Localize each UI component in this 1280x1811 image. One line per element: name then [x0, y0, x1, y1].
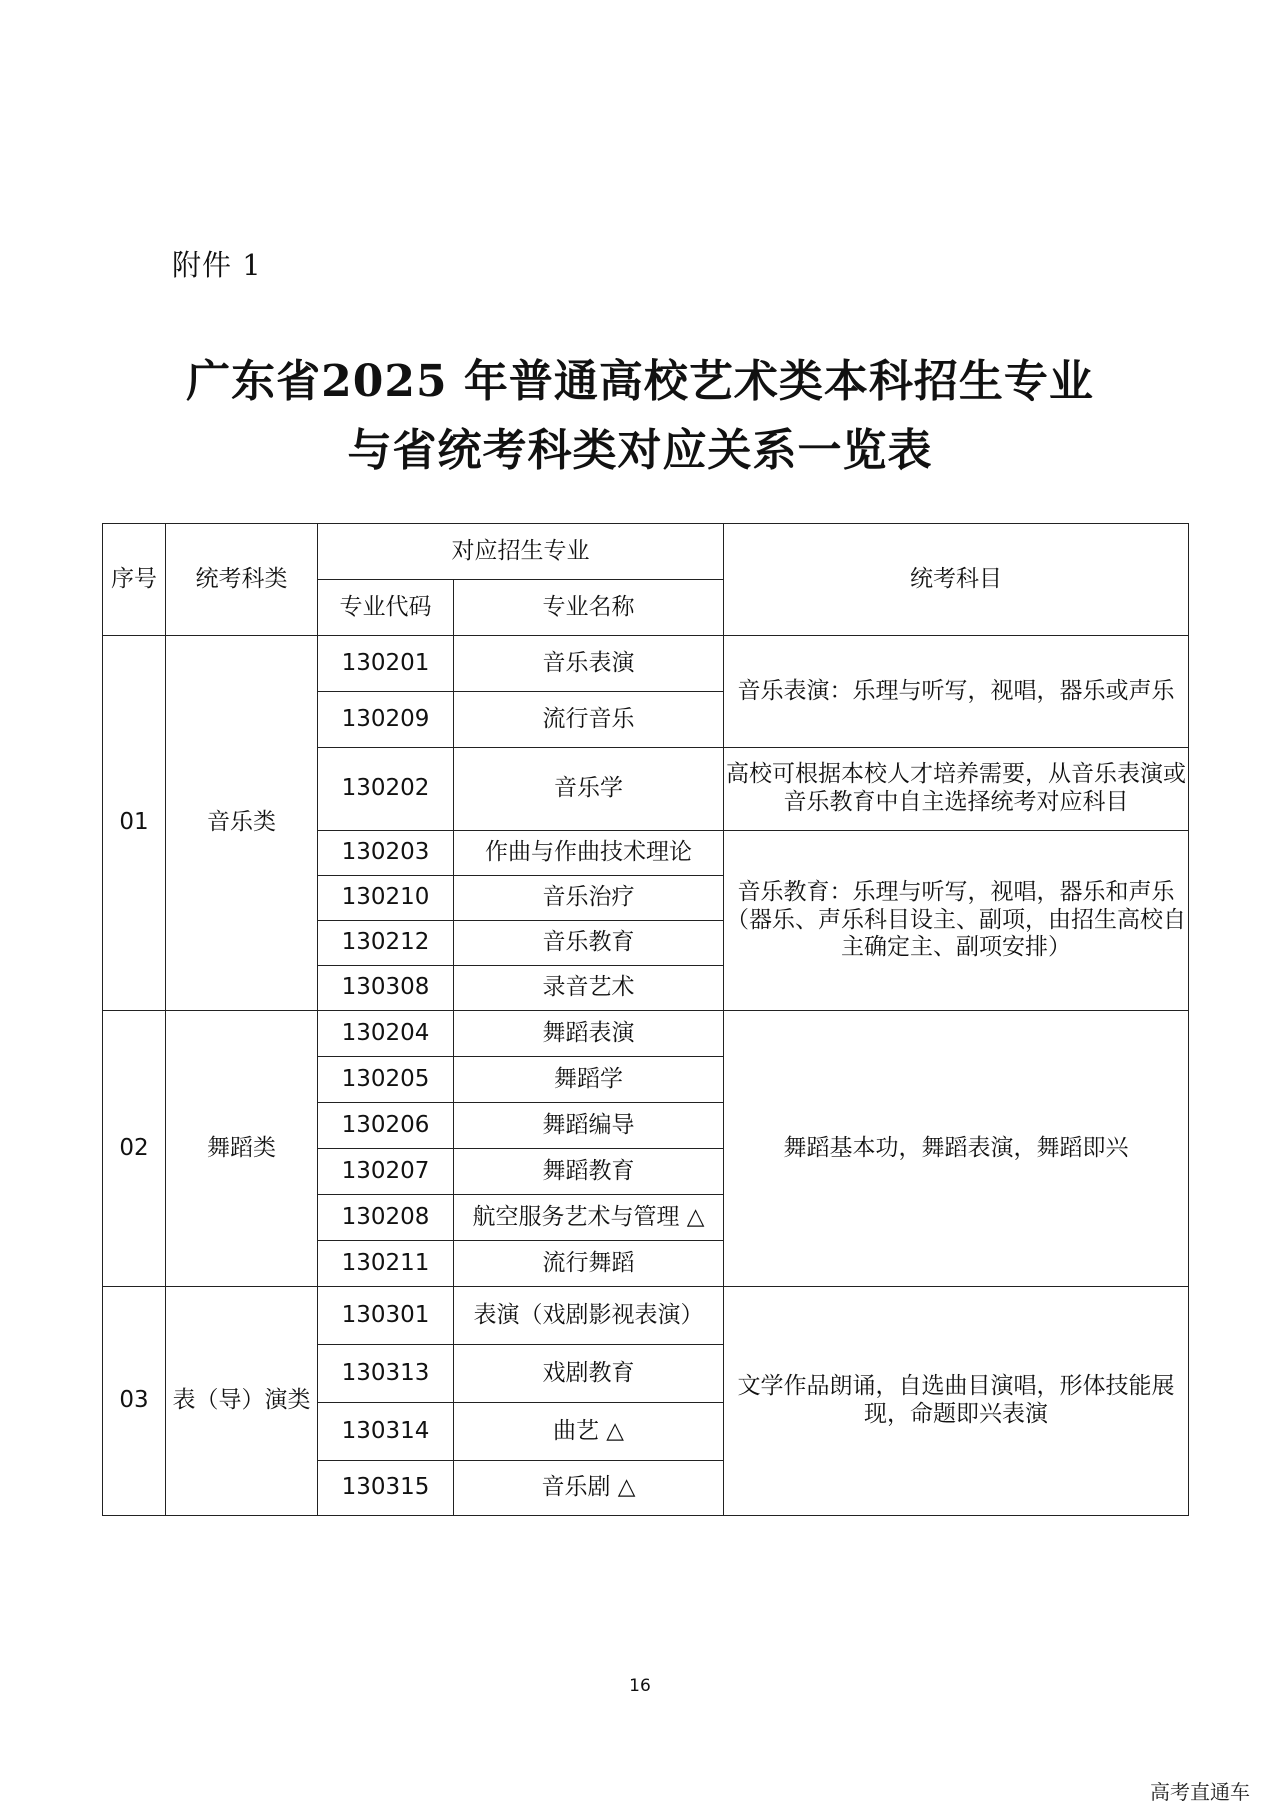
table-row	[103, 1287, 1189, 1345]
major-code: 130208	[318, 1195, 454, 1241]
major-name: 航空服务艺术与管理 △	[454, 1195, 724, 1241]
watermark: 高考直通车	[1150, 1780, 1250, 1804]
major-correspondence-table	[102, 523, 1189, 1516]
header-seq: 序号	[103, 524, 166, 636]
major-name: 舞蹈学	[454, 1057, 724, 1103]
header-row-1	[103, 524, 1189, 580]
major-name: 戏剧教育	[454, 1345, 724, 1403]
major-code: 130212	[318, 921, 454, 966]
group-seq: 01	[103, 636, 166, 1011]
document-title-line-1: 广东省2025 年普通高校艺术类本科招生专业	[186, 356, 1094, 407]
major-code: 130211	[318, 1241, 454, 1287]
major-name: 音乐治疗	[454, 876, 724, 921]
header-category: 统考科类	[166, 524, 318, 636]
major-code: 130207	[318, 1149, 454, 1195]
group-seq: 03	[103, 1287, 166, 1516]
major-name: 流行舞蹈	[454, 1241, 724, 1287]
major-name: 音乐教育	[454, 921, 724, 966]
major-code: 130313	[318, 1345, 454, 1403]
major-name: 舞蹈编导	[454, 1103, 724, 1149]
exam-subjects: 舞蹈基本功，舞蹈表演，舞蹈即兴	[724, 1011, 1189, 1287]
group-seq: 02	[103, 1011, 166, 1287]
major-code: 130209	[318, 692, 454, 748]
exam-subjects: 文学作品朗诵，自选曲目演唱，形体技能展现，命题即兴表演	[724, 1287, 1189, 1516]
major-code: 130206	[318, 1103, 454, 1149]
major-code: 130315	[318, 1461, 454, 1516]
major-name: 音乐剧 △	[454, 1461, 724, 1516]
major-code: 130202	[318, 748, 454, 831]
major-name: 舞蹈教育	[454, 1149, 724, 1195]
exam-subjects: 音乐教育：乐理与听写，视唱，器乐和声乐（器乐、声乐科目设主、副项，由招生高校自主确定主、副项安排）	[724, 831, 1189, 1011]
major-name: 曲艺 △	[454, 1403, 724, 1461]
major-code: 130205	[318, 1057, 454, 1103]
document-title-line-2: 与省统考科类对应关系一览表	[347, 425, 933, 476]
attachment-label: 附件 1	[172, 248, 262, 282]
major-name: 作曲与作曲技术理论	[454, 831, 724, 876]
table-row	[103, 636, 1189, 692]
major-code: 130314	[318, 1403, 454, 1461]
major-code: 130308	[318, 966, 454, 1011]
page-number: 16	[629, 1676, 651, 1696]
major-code: 130201	[318, 636, 454, 692]
exam-subjects: 高校可根据本校人才培养需要，从音乐表演或音乐教育中自主选择统考对应科目	[724, 748, 1189, 831]
major-name: 录音艺术	[454, 966, 724, 1011]
major-name: 流行音乐	[454, 692, 724, 748]
header-code: 专业代码	[318, 580, 454, 636]
major-name: 表演（戏剧影视表演）	[454, 1287, 724, 1345]
major-name: 音乐学	[454, 748, 724, 831]
group-category: 音乐类	[166, 636, 318, 1011]
table-row	[103, 1011, 1189, 1057]
group-category: 舞蹈类	[166, 1011, 318, 1287]
header-name: 专业名称	[454, 580, 724, 636]
major-name: 音乐表演	[454, 636, 724, 692]
exam-subjects: 音乐表演：乐理与听写，视唱，器乐或声乐	[724, 636, 1189, 748]
header-subjects: 统考科目	[724, 524, 1189, 636]
major-code: 130203	[318, 831, 454, 876]
header-majors-group: 对应招生专业	[318, 524, 724, 580]
major-code: 130204	[318, 1011, 454, 1057]
major-code: 130301	[318, 1287, 454, 1345]
major-code: 130210	[318, 876, 454, 921]
group-category: 表（导）演类	[166, 1287, 318, 1516]
major-name: 舞蹈表演	[454, 1011, 724, 1057]
